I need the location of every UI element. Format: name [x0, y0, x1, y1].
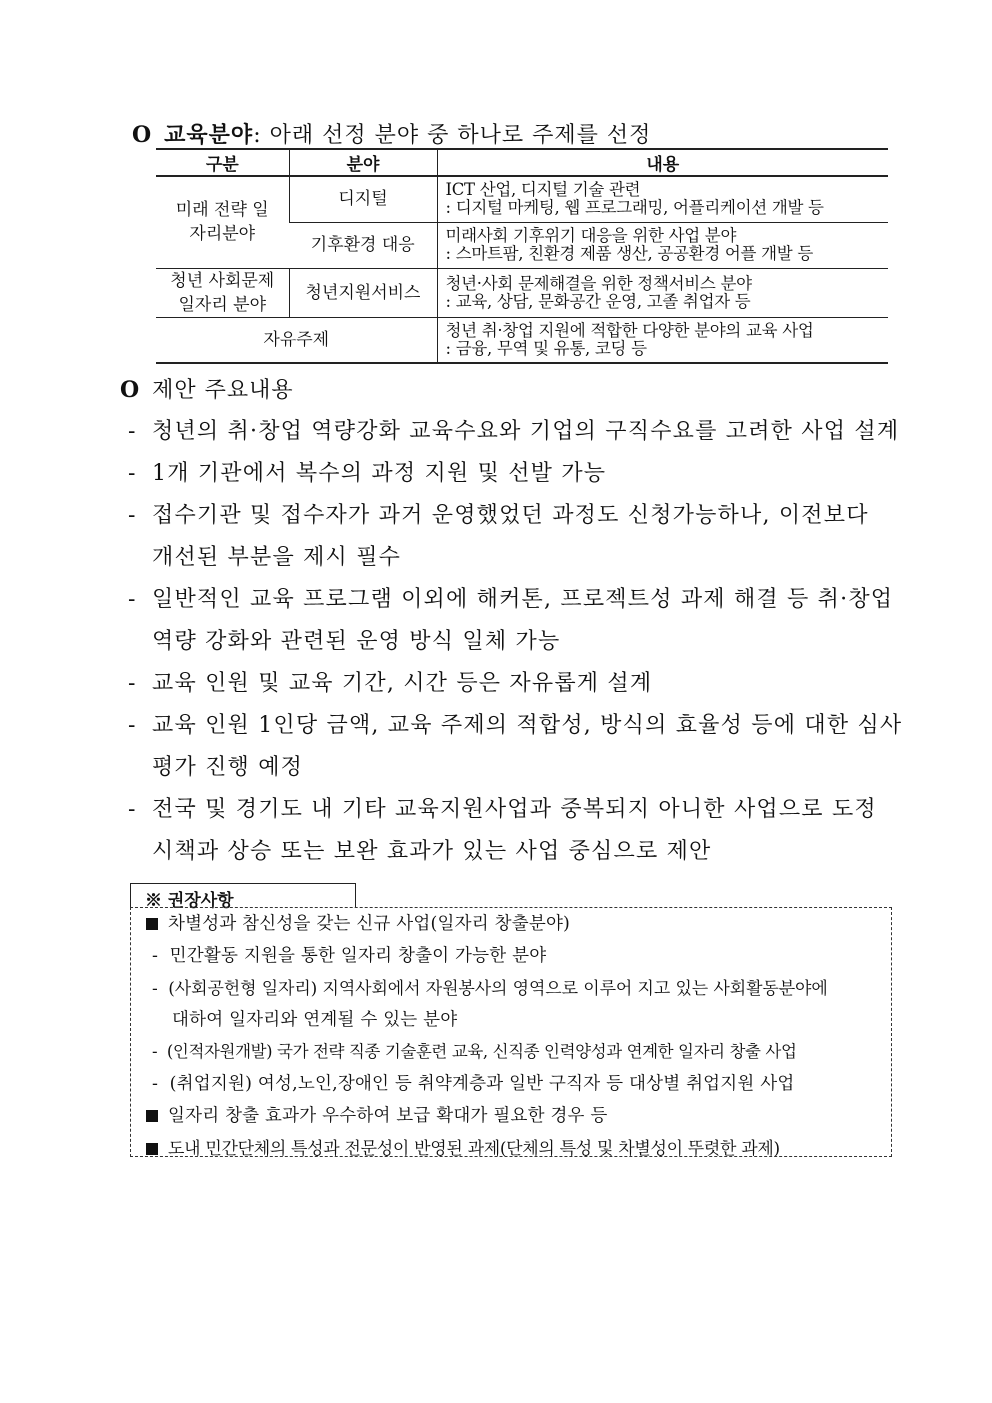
list-item: - 1개 기관에서 복수의 과정 지원 및 선발 가능	[128, 461, 607, 486]
header-category: 구분	[156, 149, 289, 176]
recommendation-line	[146, 1134, 780, 1159]
recommendation-text: 일자리 창출 효과가 우수하여 보급 확대가 필요한 경우 등	[168, 1106, 608, 1126]
content-line: : 디지털 마케팅, 웹 프로그래밍, 어플리케이션 개발 등	[445, 198, 824, 218]
dash-marker: -	[152, 946, 159, 966]
list-item: - 교육 인원 및 교육 기간, 시간 등은 자유롭게 설계	[128, 671, 653, 696]
square-bullet-icon	[146, 918, 158, 930]
table-row	[156, 176, 888, 222]
table-header-row	[156, 149, 888, 176]
recommendation-line	[146, 910, 570, 935]
list-item-continuation: 시책과 상승 또는 보완 효과가 있는 사업 중심으로 제안	[152, 839, 712, 864]
proposal-title: 제안 주요내용	[152, 378, 294, 403]
recommendation-text: (인적자원개발) 국가 전략 직종 기술훈련 교육, 신직종 인력양성과 연계한 일자리 창출 사업	[166, 1042, 797, 1061]
list-item: - 전국 및 경기도 내 기타 교육지원사업과 중복되지 아니한 사업으로 도정	[128, 797, 877, 822]
list-item: - 교육 인원 1인당 금액, 교육 주제의 적합성, 방식의 효율성 등에 대한 심사	[128, 713, 903, 738]
field-cell: 디지털	[289, 176, 437, 222]
content-cell	[437, 222, 888, 268]
recommendation-title: ※ 권장사항	[145, 891, 234, 911]
field-table	[156, 148, 888, 364]
content-line: ICT 산업, 디지털 기술 관련	[445, 180, 641, 200]
list-item: - 일반적인 교육 프로그램 이외에 해커톤, 프로젝트성 과제 해결 등 취·창업	[128, 587, 894, 612]
list-item-continuation: 개선된 부분을 제시 필수	[152, 545, 402, 570]
recommendation-line	[146, 1102, 608, 1127]
dash-marker: -	[152, 979, 158, 999]
list-item-text: 1개 기관에서 복수의 과정 지원 및 선발 가능	[152, 461, 607, 486]
recommendation-line	[152, 1070, 794, 1095]
recommendation-text: 대하여 일자리와 연계될 수 있는 분야	[172, 1010, 458, 1030]
header-field: 분야	[289, 149, 437, 176]
table-row	[156, 317, 888, 363]
square-bullet-icon	[146, 1110, 158, 1122]
proposal-heading	[120, 373, 294, 404]
category-future: 미래 전략 일자리분야	[156, 176, 289, 268]
recommendation-tab	[130, 883, 356, 911]
list-item-text: 전국 및 경기도 내 기타 교육지원사업과 중복되지 아니한 사업으로 도정	[152, 797, 877, 822]
content-cell	[437, 268, 888, 317]
recommendation-line	[152, 942, 546, 967]
content-line: : 금융, 무역 및 유통, 코딩 등	[445, 338, 647, 358]
circle-bullet-icon: O	[132, 122, 153, 148]
list-item-text: 교육 인원 1인당 금액, 교육 주제의 적합성, 방식의 효율성 등에 대한 심사	[152, 713, 903, 738]
education-field-title: 교육분야	[164, 122, 254, 148]
content-line: 청년 취·창업 지원에 적합한 다양한 분야의 교육 사업	[445, 320, 814, 340]
list-item-continuation: 평가 진행 예정	[152, 755, 304, 780]
table-row	[156, 268, 888, 317]
free-topic-cell: 자유주제	[156, 317, 437, 363]
recommendation-text: 도내 민간단체의 특성과 전문성이 반영된 과제(단체의 특성 및 차별성이 뚜렷한 과제)	[168, 1139, 780, 1159]
recommendation-text: (사회공헌형 일자리) 지역사회에서 자원봉사의 영역으로 이루어 지고 있는 사회활동분야에	[168, 979, 828, 999]
list-item-continuation: 역량 강화와 관련된 운영 방식 일체 가능	[152, 629, 561, 654]
recommendation-text: 차별성과 참신성을 갖는 신규 사업(일자리 창출분야)	[168, 914, 571, 934]
education-field-subtitle: : 아래 선정 분야 중 하나로 주제를 선정	[253, 123, 652, 148]
dash-marker: -	[152, 1074, 159, 1094]
circle-bullet-icon: O	[120, 377, 141, 403]
category-youth: 청년 사회문제 일자리 분야	[156, 268, 289, 317]
recommendation-text: 민간활동 지원을 통한 일자리 창출이 가능한 분야	[169, 946, 547, 966]
content-line: : 스마트팜, 친환경 제품 생산, 공공환경 어플 개발 등	[445, 244, 813, 263]
recommendation-line	[152, 974, 828, 999]
list-item-text: 일반적인 교육 프로그램 이외에 해커톤, 프로젝트성 과제 해결 등 취·창업	[152, 587, 894, 612]
recommendation-text: (취업지원) 여성,노인,장애인 등 취약계층과 일반 구직자 등 대상별 취업지원 사업	[169, 1074, 795, 1094]
list-item: - 접수기관 및 접수자가 과거 운영했었던 과정도 신청가능하나, 이전보다	[128, 503, 869, 528]
content-cell	[437, 317, 888, 363]
content-line: : 교육, 상담, 문화공간 운영, 고졸 취업자 등	[445, 291, 751, 311]
field-cell: 청년지원서비스	[289, 268, 437, 317]
content-cell	[437, 176, 888, 222]
content-line: 청년·사회 문제해결을 위한 정책서비스 분야	[445, 273, 752, 293]
list-item-text: 청년의 취·창업 역량강화 교육수요와 기업의 구직수요를 고려한 사업 설계	[152, 419, 900, 444]
list-item: - 청년의 취·창업 역량강화 교육수요와 기업의 구직수요를 고려한 사업 설계	[128, 419, 900, 444]
header-content: 내용	[437, 149, 888, 176]
content-line: 미래사회 기후위기 대응을 위한 사업 분야	[445, 226, 737, 245]
square-bullet-icon	[146, 1143, 158, 1155]
recommendation-line	[172, 1006, 457, 1031]
dash-marker: -	[152, 1042, 158, 1061]
field-cell: 기후환경 대응	[289, 222, 437, 268]
education-field-heading	[132, 118, 651, 149]
list-item-text: 접수기관 및 접수자가 과거 운영했었던 과정도 신청가능하나, 이전보다	[152, 503, 869, 528]
list-item-text: 교육 인원 및 교육 기간, 시간 등은 자유롭게 설계	[152, 671, 653, 696]
recommendation-line	[152, 1038, 797, 1062]
